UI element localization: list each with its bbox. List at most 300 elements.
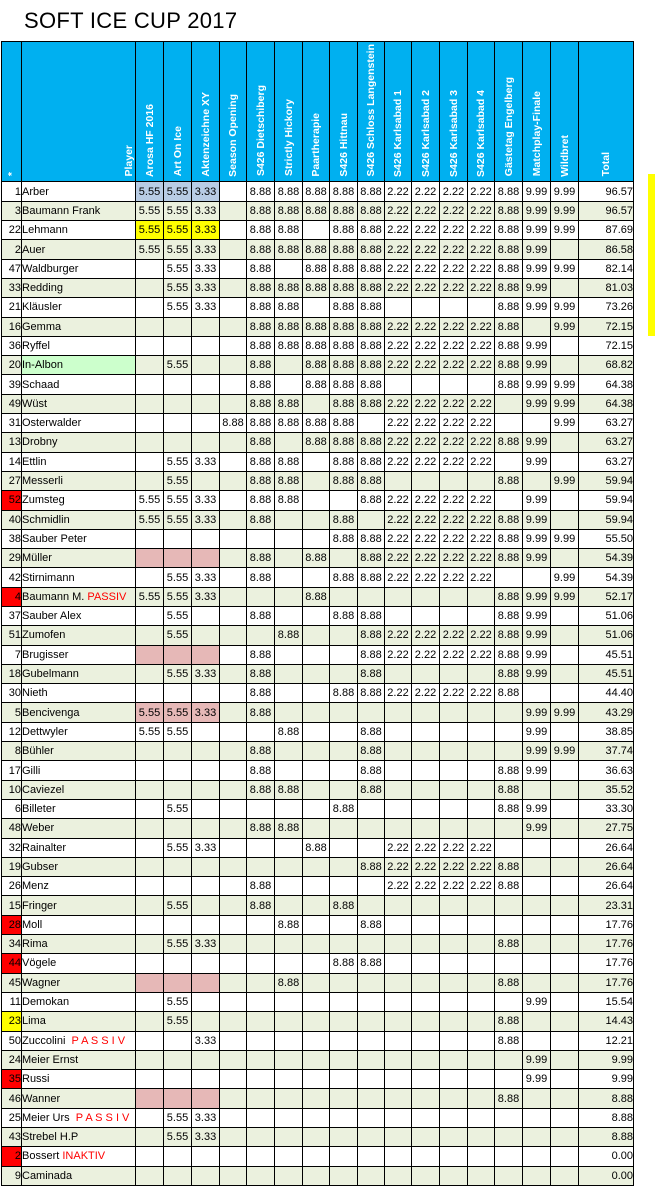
rank-cell: 20 — [2, 356, 22, 375]
event-header: S426 Karlsabad 4 — [468, 42, 495, 182]
score-cell — [551, 278, 579, 297]
score-cell: 8.88 — [275, 201, 303, 220]
score-cell: 2.22 — [385, 877, 412, 896]
score-cell: 8.88 — [275, 240, 303, 259]
score-cell: 8.88 — [330, 259, 358, 278]
total-cell: 0.00 — [579, 1166, 634, 1185]
score-cell: 3.33 — [192, 1108, 220, 1127]
player-cell: In-Albon — [22, 356, 136, 375]
score-cell: 8.88 — [358, 645, 385, 664]
score-cell — [330, 935, 358, 954]
score-cell — [551, 356, 579, 375]
total-cell: 15.54 — [579, 992, 634, 1011]
score-cell — [220, 317, 247, 336]
table-row — [2, 1147, 634, 1166]
score-cell — [551, 684, 579, 703]
score-cell: 5.55 — [164, 799, 192, 818]
table-row — [2, 877, 634, 896]
player-cell: Dettwyler — [22, 722, 136, 741]
table-row — [2, 259, 634, 278]
rank-cell: 24 — [2, 1050, 22, 1069]
table-row — [2, 915, 634, 934]
score-cell: 8.88 — [495, 799, 523, 818]
table-row — [2, 954, 634, 973]
score-cell — [523, 780, 551, 799]
score-cell: 9.99 — [523, 433, 551, 452]
score-cell — [468, 587, 495, 606]
score-cell: 8.88 — [495, 1012, 523, 1031]
score-cell: 8.88 — [495, 684, 523, 703]
score-cell — [330, 1031, 358, 1050]
score-cell: 2.22 — [468, 336, 495, 355]
table-row — [2, 703, 634, 722]
score-cell — [192, 529, 220, 548]
score-cell — [220, 664, 247, 683]
score-cell — [303, 819, 330, 838]
score-cell: 8.88 — [495, 664, 523, 683]
score-cell — [275, 1050, 303, 1069]
score-cell: 2.22 — [468, 278, 495, 297]
score-cell: 8.88 — [275, 471, 303, 490]
score-cell — [192, 973, 220, 992]
score-cell — [164, 973, 192, 992]
score-cell — [468, 896, 495, 915]
score-cell: 8.88 — [358, 915, 385, 934]
score-cell: 9.99 — [523, 336, 551, 355]
rank-cell: 39 — [2, 375, 22, 394]
score-cell — [220, 645, 247, 664]
total-cell: 63.27 — [579, 414, 634, 433]
score-cell: 9.99 — [523, 607, 551, 626]
score-cell: 5.55 — [164, 491, 192, 510]
top-ten-marker — [648, 174, 655, 336]
score-cell — [220, 1070, 247, 1089]
score-cell — [275, 1108, 303, 1127]
table-row — [2, 221, 634, 240]
score-cell — [412, 1050, 440, 1069]
player-cell: Arber — [22, 182, 136, 201]
score-cell: 8.88 — [330, 317, 358, 336]
score-cell: 9.99 — [523, 587, 551, 606]
table-row — [2, 452, 634, 471]
score-cell — [303, 1147, 330, 1166]
score-cell — [247, 1147, 275, 1166]
score-cell — [220, 1089, 247, 1108]
score-cell — [192, 1089, 220, 1108]
score-cell — [440, 722, 468, 741]
player-cell: Osterwalder — [22, 414, 136, 433]
score-cell — [358, 1070, 385, 1089]
rank-cell: 17 — [2, 761, 22, 780]
status-tag: PASSIV — [84, 590, 127, 603]
score-cell — [275, 587, 303, 606]
rank-cell: 35 — [2, 1070, 22, 1089]
total-cell: 26.64 — [579, 877, 634, 896]
rank-cell: 52 — [2, 491, 22, 510]
score-cell: 8.88 — [358, 317, 385, 336]
score-cell — [440, 1147, 468, 1166]
score-cell — [523, 414, 551, 433]
score-cell — [412, 1070, 440, 1089]
score-cell: 8.88 — [275, 317, 303, 336]
event-header: Strictly Hickory — [275, 42, 303, 182]
table-row — [2, 722, 634, 741]
score-cell — [192, 857, 220, 876]
score-cell: 8.88 — [330, 201, 358, 220]
score-cell — [303, 992, 330, 1011]
player-cell: Menz — [22, 877, 136, 896]
standings-body — [2, 182, 634, 1185]
score-cell: 5.55 — [164, 838, 192, 857]
total-cell: 82.14 — [579, 259, 634, 278]
score-cell — [385, 664, 412, 683]
score-cell: 9.99 — [523, 819, 551, 838]
player-cell: Kläusler — [22, 298, 136, 317]
table-row — [2, 549, 634, 568]
score-cell: 2.22 — [440, 317, 468, 336]
score-cell — [495, 703, 523, 722]
score-cell: 8.88 — [495, 761, 523, 780]
score-cell — [164, 1166, 192, 1185]
score-cell — [495, 394, 523, 413]
score-cell: 3.33 — [192, 664, 220, 683]
score-cell — [440, 587, 468, 606]
score-cell: 8.88 — [247, 761, 275, 780]
score-cell: 5.55 — [164, 510, 192, 529]
score-cell — [192, 549, 220, 568]
score-cell — [275, 761, 303, 780]
score-cell — [551, 857, 579, 876]
rank-cell: 27 — [2, 471, 22, 490]
score-cell: 5.55 — [164, 703, 192, 722]
score-cell — [192, 761, 220, 780]
score-cell: 3.33 — [192, 221, 220, 240]
player-cell: Meier Urs P A S S I V — [22, 1108, 136, 1127]
total-header: Total — [579, 42, 634, 182]
rank-cell: 8 — [2, 742, 22, 761]
score-cell — [551, 780, 579, 799]
score-cell: 2.22 — [412, 510, 440, 529]
score-cell: 5.55 — [136, 722, 164, 741]
score-cell — [468, 298, 495, 317]
score-cell: 3.33 — [192, 838, 220, 857]
score-cell: 8.88 — [303, 240, 330, 259]
score-cell — [220, 221, 247, 240]
event-header: S426 Schloss Langenstein — [358, 42, 385, 182]
score-cell — [551, 240, 579, 259]
score-cell — [440, 298, 468, 317]
score-cell: 9.99 — [523, 259, 551, 278]
score-cell — [551, 992, 579, 1011]
score-cell — [551, 491, 579, 510]
score-cell — [495, 915, 523, 934]
score-cell: 2.22 — [468, 259, 495, 278]
score-cell: 9.99 — [523, 278, 551, 297]
score-cell — [551, 954, 579, 973]
score-cell — [385, 1089, 412, 1108]
score-cell: 2.22 — [468, 838, 495, 857]
score-cell: 2.22 — [412, 568, 440, 587]
score-cell: 8.88 — [495, 973, 523, 992]
score-cell — [330, 1128, 358, 1147]
score-cell — [412, 896, 440, 915]
score-cell — [275, 1031, 303, 1050]
score-cell: 9.99 — [523, 356, 551, 375]
total-cell: 14.43 — [579, 1012, 634, 1031]
score-cell: 2.22 — [468, 491, 495, 510]
score-cell: 8.88 — [247, 896, 275, 915]
score-cell — [136, 1166, 164, 1185]
score-cell: 5.55 — [136, 587, 164, 606]
score-cell — [220, 935, 247, 954]
event-header: Art On Ice — [164, 42, 192, 182]
score-cell: 2.22 — [468, 240, 495, 259]
event-header: Wildbret — [551, 42, 579, 182]
score-cell — [220, 761, 247, 780]
score-cell — [551, 1147, 579, 1166]
score-cell — [440, 1031, 468, 1050]
score-cell: 2.22 — [440, 433, 468, 452]
total-cell: 51.06 — [579, 607, 634, 626]
rank-cell: 44 — [2, 954, 22, 973]
score-cell: 8.88 — [247, 645, 275, 664]
score-cell — [495, 992, 523, 1011]
score-cell — [136, 664, 164, 683]
score-cell: 8.88 — [247, 568, 275, 587]
score-cell — [275, 568, 303, 587]
score-cell: 9.99 — [551, 221, 579, 240]
page-title: SOFT ICE CUP 2017 — [24, 8, 238, 33]
table-row — [2, 529, 634, 548]
table-row — [2, 587, 634, 606]
score-cell — [468, 471, 495, 490]
score-cell: 8.88 — [247, 819, 275, 838]
score-cell: 8.88 — [330, 240, 358, 259]
score-cell — [358, 799, 385, 818]
score-cell: 5.55 — [136, 491, 164, 510]
score-cell — [136, 742, 164, 761]
score-cell — [275, 356, 303, 375]
score-cell — [136, 761, 164, 780]
rank-cell: 23 — [2, 1012, 22, 1031]
score-cell — [358, 877, 385, 896]
player-cell: Caviezel — [22, 780, 136, 799]
score-cell: 3.33 — [192, 182, 220, 201]
score-cell — [136, 1050, 164, 1069]
table-row — [2, 394, 634, 413]
score-cell — [220, 510, 247, 529]
score-cell — [523, 838, 551, 857]
score-cell — [440, 1050, 468, 1069]
table-row — [2, 935, 634, 954]
score-cell — [275, 838, 303, 857]
rank-cell: 48 — [2, 819, 22, 838]
score-cell — [303, 1166, 330, 1185]
score-cell — [523, 954, 551, 973]
total-cell: 54.39 — [579, 568, 634, 587]
table-row — [2, 896, 634, 915]
score-cell — [440, 896, 468, 915]
rank-cell: 22 — [2, 221, 22, 240]
total-cell: 12.21 — [579, 1031, 634, 1050]
score-cell — [385, 1166, 412, 1185]
score-cell: 9.99 — [523, 491, 551, 510]
score-cell: 8.88 — [303, 356, 330, 375]
total-cell: 45.51 — [579, 645, 634, 664]
score-cell — [275, 935, 303, 954]
score-cell: 2.22 — [468, 857, 495, 876]
score-cell — [358, 1012, 385, 1031]
score-cell — [192, 626, 220, 645]
score-cell: 9.99 — [523, 452, 551, 471]
rank-cell: 36 — [2, 336, 22, 355]
score-cell — [136, 1108, 164, 1127]
score-cell — [385, 471, 412, 490]
player-cell: Redding — [22, 278, 136, 297]
score-cell: 9.99 — [523, 664, 551, 683]
score-cell — [440, 1128, 468, 1147]
rank-cell: 4 — [2, 587, 22, 606]
score-cell — [192, 819, 220, 838]
score-cell — [136, 1128, 164, 1147]
rank-cell: 2 — [2, 240, 22, 259]
score-cell: 8.88 — [495, 356, 523, 375]
rank-cell: 9 — [2, 1166, 22, 1185]
score-cell: 2.22 — [385, 510, 412, 529]
table-row — [2, 973, 634, 992]
player-cell: Rainalter — [22, 838, 136, 857]
score-cell — [468, 1012, 495, 1031]
score-cell — [330, 915, 358, 934]
score-cell — [440, 607, 468, 626]
score-cell — [136, 433, 164, 452]
score-cell: 8.88 — [495, 240, 523, 259]
table-row — [2, 491, 634, 510]
score-cell — [275, 664, 303, 683]
score-cell: 8.88 — [275, 722, 303, 741]
score-cell: 9.99 — [523, 529, 551, 548]
score-cell — [164, 336, 192, 355]
score-cell: 5.55 — [136, 221, 164, 240]
score-cell — [385, 780, 412, 799]
score-cell: 8.88 — [495, 317, 523, 336]
total-cell: 96.57 — [579, 201, 634, 220]
score-cell: 9.99 — [523, 722, 551, 741]
score-cell: 9.99 — [551, 568, 579, 587]
score-cell — [385, 607, 412, 626]
score-cell — [330, 645, 358, 664]
score-cell: 2.22 — [412, 240, 440, 259]
score-cell: 8.88 — [495, 201, 523, 220]
score-cell: 8.88 — [247, 259, 275, 278]
rank-cell: 34 — [2, 935, 22, 954]
score-cell: 8.88 — [358, 433, 385, 452]
score-cell — [136, 607, 164, 626]
score-cell: 2.22 — [385, 568, 412, 587]
score-cell: 2.22 — [412, 452, 440, 471]
score-cell: 9.99 — [523, 221, 551, 240]
score-cell — [440, 935, 468, 954]
score-cell: 2.22 — [412, 877, 440, 896]
score-cell — [192, 645, 220, 664]
total-cell: 43.29 — [579, 703, 634, 722]
score-cell — [247, 857, 275, 876]
score-cell — [136, 626, 164, 645]
total-cell: 51.06 — [579, 626, 634, 645]
score-cell — [468, 1031, 495, 1050]
score-cell — [523, 915, 551, 934]
score-cell — [136, 259, 164, 278]
player-cell: Schaad — [22, 375, 136, 394]
score-cell — [385, 703, 412, 722]
score-cell — [303, 780, 330, 799]
score-cell — [136, 1147, 164, 1166]
score-cell: 8.88 — [495, 221, 523, 240]
table-row — [2, 317, 634, 336]
score-cell: 8.88 — [247, 471, 275, 490]
score-cell — [468, 1070, 495, 1089]
score-cell — [136, 394, 164, 413]
score-cell — [523, 877, 551, 896]
total-cell: 55.50 — [579, 529, 634, 548]
score-cell — [551, 1108, 579, 1127]
score-cell: 8.88 — [358, 761, 385, 780]
header-row — [2, 42, 634, 182]
score-cell: 2.22 — [468, 877, 495, 896]
table-row — [2, 182, 634, 201]
score-cell: 8.88 — [275, 491, 303, 510]
score-cell — [164, 819, 192, 838]
score-cell — [303, 954, 330, 973]
score-cell: 5.55 — [164, 278, 192, 297]
score-cell — [192, 471, 220, 490]
score-cell — [220, 1147, 247, 1166]
score-cell — [136, 954, 164, 973]
score-cell — [247, 954, 275, 973]
score-cell — [440, 780, 468, 799]
score-cell: 8.88 — [330, 684, 358, 703]
score-cell: 8.88 — [330, 221, 358, 240]
score-cell: 8.88 — [275, 819, 303, 838]
score-cell: 8.88 — [358, 394, 385, 413]
score-cell — [136, 471, 164, 490]
rank-cell: 43 — [2, 1128, 22, 1147]
score-cell: 8.88 — [247, 607, 275, 626]
score-cell — [551, 433, 579, 452]
score-cell: 8.88 — [275, 394, 303, 413]
player-cell: Gubser — [22, 857, 136, 876]
score-cell — [551, 626, 579, 645]
score-cell: 8.88 — [303, 433, 330, 452]
score-cell: 8.88 — [247, 201, 275, 220]
score-cell — [523, 896, 551, 915]
score-cell: 3.33 — [192, 491, 220, 510]
player-cell: Messerli — [22, 471, 136, 490]
table-row — [2, 645, 634, 664]
score-cell: 9.99 — [551, 201, 579, 220]
score-cell — [136, 529, 164, 548]
score-cell — [303, 896, 330, 915]
score-cell: 2.22 — [412, 549, 440, 568]
score-cell — [220, 336, 247, 355]
score-cell — [192, 1050, 220, 1069]
score-cell: 8.88 — [275, 336, 303, 355]
score-cell — [275, 877, 303, 896]
table-row — [2, 433, 634, 452]
score-cell: 8.88 — [247, 549, 275, 568]
score-cell: 2.22 — [385, 336, 412, 355]
score-cell — [136, 336, 164, 355]
